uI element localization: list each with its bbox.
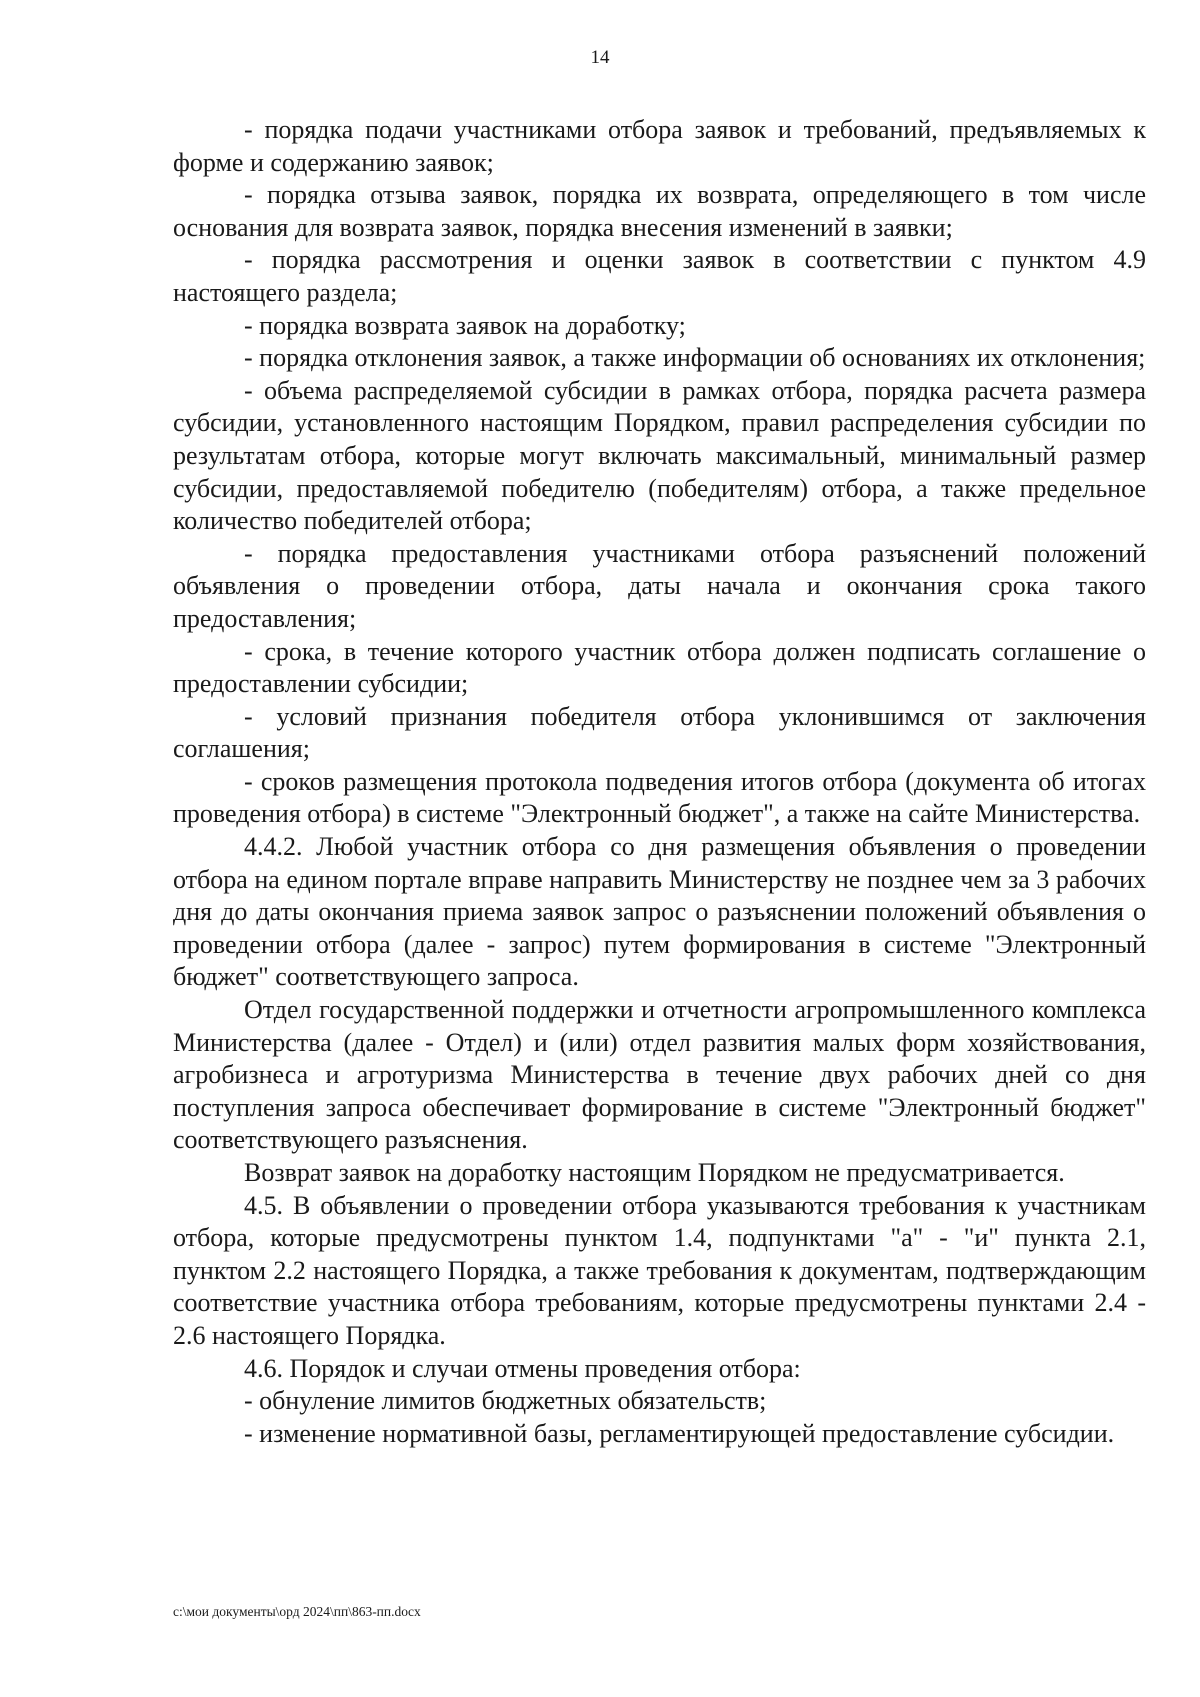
paragraph: - условий признания победителя отбора уклонившимся от заключения соглашения; (173, 701, 1146, 764)
paragraph: 4.4.2. Любой участник отбора со дня размещения объявления о проведении отбора на едином портале вправе направить Министерству не позднее чем за 3 рабочих дня до даты окончания приема заявок запрос о разъяснении положений объявления о проведении отбора (далее - запрос) путем формирования в системе "Электронный бюджет" соответствующего запроса. (173, 832, 1146, 992)
paragraph: - порядка отклонения заявок, а также информации об основаниях их отклонения; (244, 343, 1146, 373)
paragraph: - изменение нормативной базы, регламентирующей предоставление субсидии. (244, 1418, 1115, 1448)
paragraph: 4.6. Порядок и случаи отмены проведения отбора: (244, 1353, 801, 1383)
paragraph: - порядка возврата заявок на доработку; (244, 310, 686, 340)
document-body (173, 114, 1146, 1450)
paragraph: Отдел государственной поддержки и отчетности агропромышленного комплекса Министерства (далее - Отдел) и (или) отдел развития малых форм хозяйствования, агробизнеса и агротуризма Министерства в течение двух рабочих дней со дня поступления запроса обеспечивает формирование в системе "Электронный бюджет" соответствующего разъяснения. (173, 995, 1146, 1155)
paragraph: - порядка подачи участниками отбора заявок и требований, предъявляемых к форме и содержанию заявок; (173, 115, 1146, 177)
paragraph: 4.5. В объявлении о проведении отбора указываются требования к участникам отбора, которые предусмотрены пунктом 1.4, подпунктами "а" - "и" пункта 2.1, пунктом 2.2 настоящего Порядка, а также требования к документам, подтверждающим соответствие участника отбора требованиям, которые предусмотрены пунктами 2.4 - 2.6 настоящего Порядка. (173, 1190, 1146, 1350)
page-number: 14 (590, 47, 610, 68)
paragraph: - порядка предоставления участниками отбора разъяснений положений объявления о проведении отбора, даты начала и окончания срока такого предоставления; (173, 538, 1146, 633)
paragraph: - обнуление лимитов бюджетных обязательств; (244, 1386, 767, 1416)
paragraph: - объема распределяемой субсидии в рамках отбора, порядка расчета размера субсидии, установленного настоящим Порядком, правил распределения субсидии по результатам отбора, которые могут включать максимальный, минимальный размер субсидии, предоставляемой победителю (победителям) отбора, а также предельное количество победителей отбора; (173, 375, 1146, 536)
paragraph: - сроков размещения протокола подведения итогов отбора (документа об итогах проведения отбора) в системе "Электронный бюджет", а также на сайте Министерства. (173, 766, 1146, 829)
paragraph: Возврат заявок на доработку настоящим Порядком не предусматривается. (244, 1158, 1065, 1187)
paragraph: - срока, в течение которого участник отбора должен подписать соглашение о предоставлении субсидии; (173, 636, 1146, 699)
paragraph: - порядка рассмотрения и оценки заявок в соответствии с пунктом 4.9 настоящего раздела; (173, 245, 1146, 307)
footer-file-path: c:\мои документы\орд 2024\пп\863-пп.docx (173, 1604, 421, 1619)
paragraph: - порядка отзыва заявок, порядка их возврата, определяющего в том числе основания для возврата заявок, порядка внесения изменений в заявки; (173, 180, 1146, 242)
